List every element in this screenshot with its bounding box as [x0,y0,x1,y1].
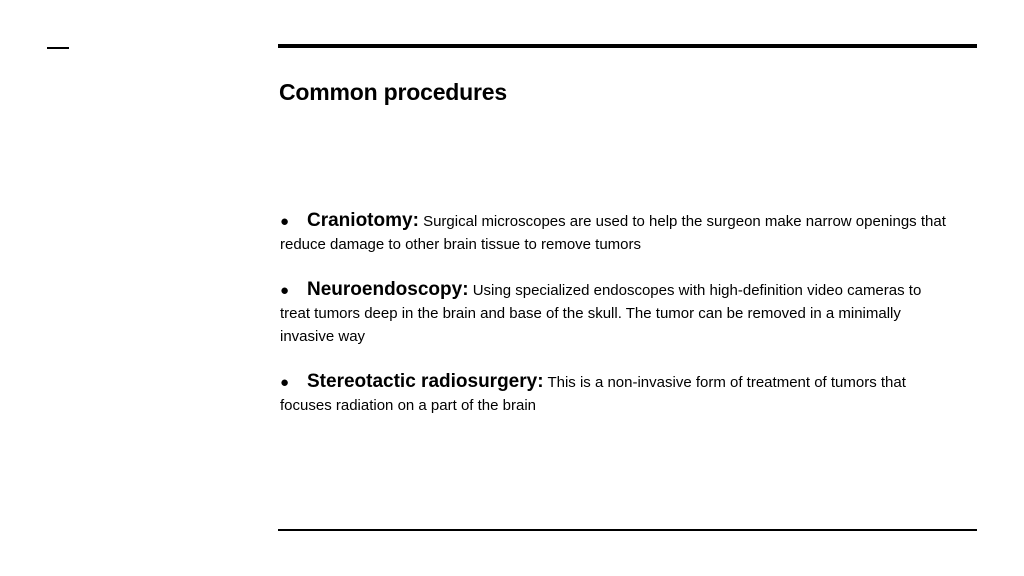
procedure-description: Surgical microscopes are used to help the surgeon make narrow openings that reduce damage to other brain tissue to remove tumors [280,213,946,253]
procedure-description: Using specialized endoscopes with high-definition video cameras to treat tumors deep in the brain and base of the skull. The tumor can be removed in a minimally invasive way [280,282,922,345]
top-divider-line [278,44,977,48]
slide-title: Common procedures [279,79,507,105]
procedure-description: This is a non-invasive form of treatment of tumors that focuses radiation on a part of the brain [280,374,906,414]
procedure-term: Stereotactic radiosurgery: [307,371,544,392]
procedure-term: Craniotomy: [307,210,419,231]
list-item-neuroendoscopy [280,278,950,348]
procedures-list [280,209,950,439]
procedure-term: Neuroendoscopy: [307,279,469,300]
bottom-divider-line [278,529,977,531]
list-item-stereotactic-radiosurgery [280,370,950,417]
bullet-icon: ● [280,213,290,230]
bullet-icon: ● [280,282,290,299]
bullet-icon: ● [280,374,290,391]
list-item-craniotomy [280,209,950,256]
corner-dash-decoration [47,47,69,49]
